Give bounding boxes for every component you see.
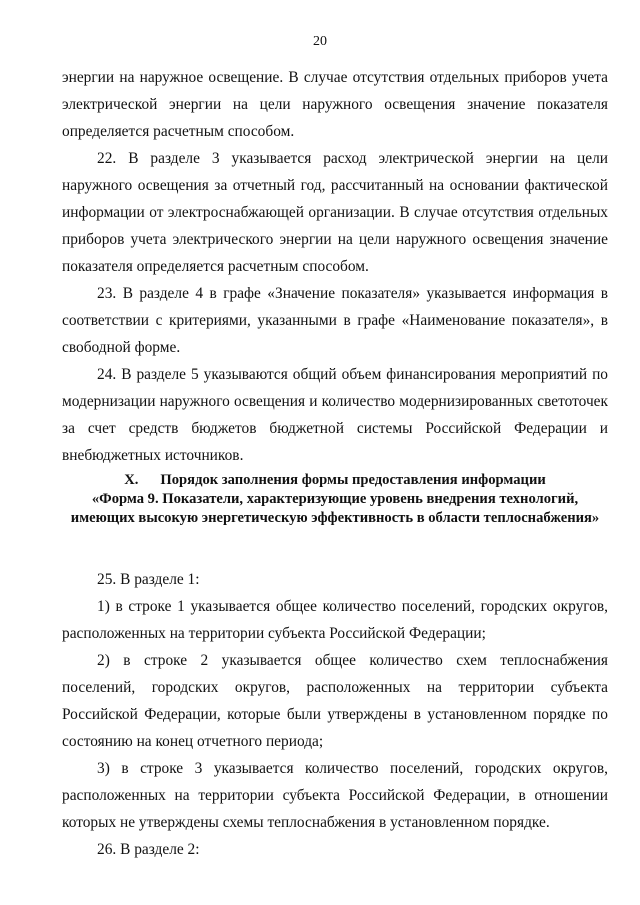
paragraph-24: 24. В разделе 5 указываются общий объем финансирования мероприятий по модернизации наружного освещения и количество модернизированных светоточек за счет средств бюджетов бюджетной системы Российской Федерации и внебюджетных источников.: [62, 366, 608, 464]
section-heading-line2: «Форма 9. Показатели, характеризующие уровень внедрения технологий, имеющих высокую энергетическую эффективность в области теплоснабжения»: [70, 491, 600, 526]
paragraph-25-item-2: 2) в строке 2 указывается общее количество схем теплоснабжения поселений, городских округов, расположенных на территории субъекта Российской Федерации, которые были утверждены в установленном порядке по состоянию на конец отчетного периода;: [62, 652, 608, 750]
paragraph-25-item-3: 3) в строке 3 указывается количество поселений, городских округов, расположенных на территории субъекта Российской Федерации, в отношении которых не утверждены схемы теплоснабжения в установленном порядке.: [62, 760, 608, 831]
paragraph-23: 23. В разделе 4 в графе «Значение показателя» указывается информация в соответствии с критериями, указанными в графе «Наименование показателя», в свободной форме.: [62, 285, 608, 356]
paragraph-25: 25. В разделе 1:: [97, 571, 200, 588]
section-number: X.: [124, 472, 139, 488]
paragraph-22: 22. В разделе 3 указывается расход электрической энергии на цели наружного освещения за отчетный год, рассчитанный на основании фактической информации от электроснабжающей организации. В случае отсутствия отдельных приборов учета электрического энергии на цели наружного освещения значение показателя определяется расчетным способом.: [62, 150, 608, 275]
section-heading: [62, 471, 608, 528]
section-gap: [62, 528, 608, 566]
paragraph-26: 26. В разделе 2:: [97, 841, 200, 858]
paragraph-continuation: энергии на наружное освещение. В случае отсутствия отдельных приборов учета электрической энергии на цели наружного освещения значение показателя определяется расчетным способом.: [62, 69, 608, 140]
paragraph-25-item-1: 1) в строке 1 указывается общее количество поселений, городских округов, расположенных на территории субъекта Российской Федерации;: [62, 598, 608, 642]
page-number: 20: [313, 34, 327, 49]
document-body: [62, 64, 608, 863]
section-title: Порядок заполнения формы предоставления информации: [160, 472, 546, 488]
section-heading-line1: [62, 471, 608, 490]
